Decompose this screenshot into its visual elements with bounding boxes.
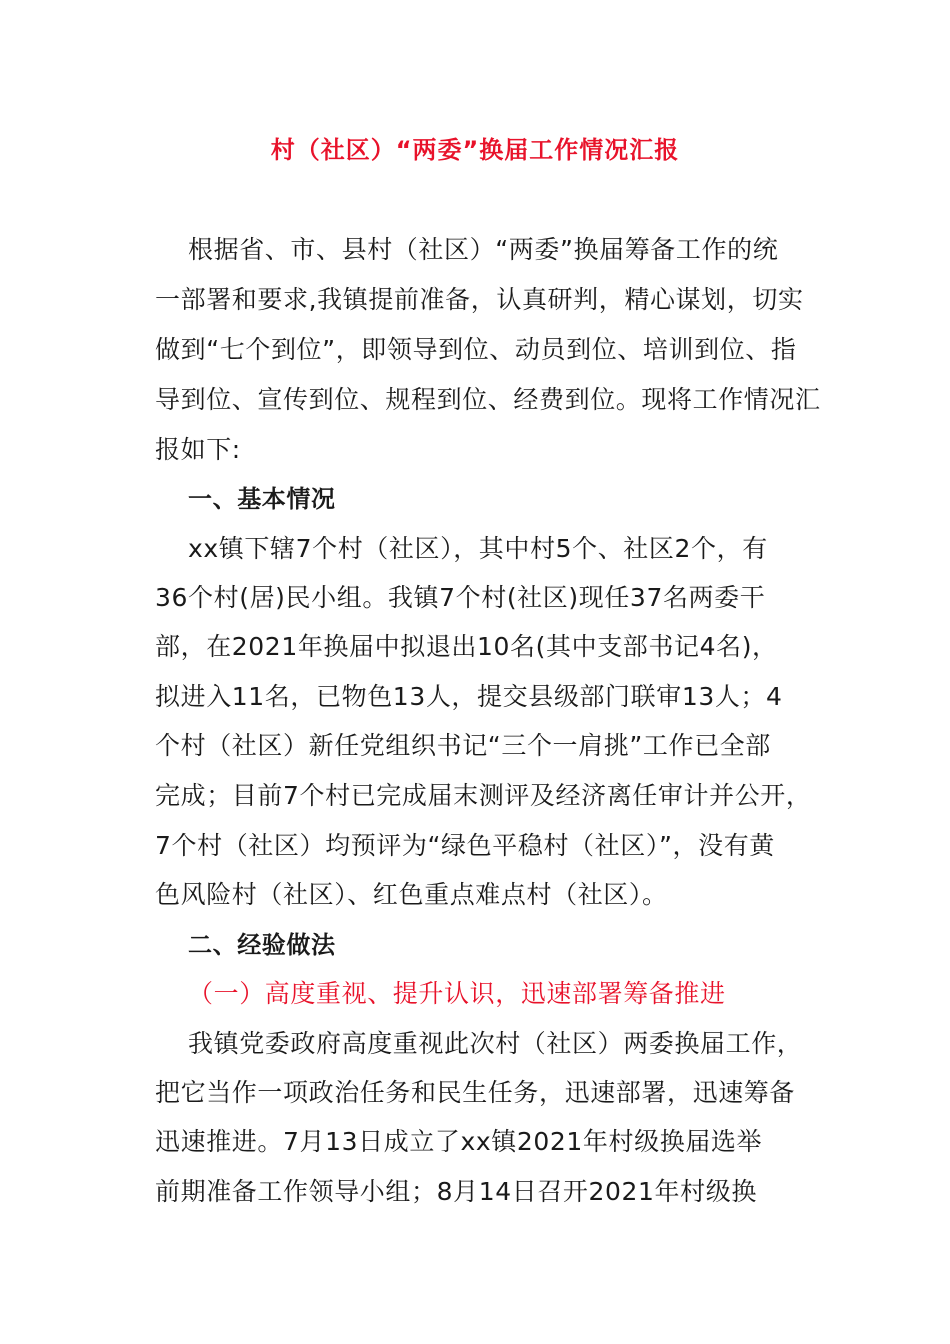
intro-line-1: 根据省、市、县村（社区）“两委”换届筹备工作的统 — [188, 235, 779, 264]
section-2-subheading: （一）高度重视、提升认识，迅速部署筹备推进 — [188, 979, 726, 1008]
intro-line-5: 报如下: — [155, 435, 241, 464]
section-2-line-4: 前期准备工作领导小组；8月14日召开2021年村级换 — [155, 1177, 757, 1206]
document-title: 村（社区）“两委”换届工作情况汇报 — [270, 136, 680, 164]
section-1-line-7: 7个村（社区）均预评为“绿色平稳村（社区）”，没有黄 — [155, 831, 775, 860]
section-1-line-8: 色风险村（社区）、红色重点难点村（社区）。 — [155, 880, 668, 909]
intro-line-4: 导到位、宣传到位、规程到位、经费到位。现将工作情况汇 — [155, 385, 821, 414]
section-2-heading: 二、经验做法 — [188, 931, 336, 959]
intro-line-2: 一部署和要求,我镇提前准备，认真研判，精心谋划，切实 — [155, 285, 804, 314]
section-2-line-2: 把它当作一项政治任务和民生任务，迅速部署，迅速筹备 — [155, 1078, 796, 1107]
section-1-heading: 一、基本情况 — [188, 485, 336, 513]
section-1-line-4: 拟进入11名，已物色13人，提交县级部门联审13人；4 — [155, 682, 783, 711]
section-1-line-5: 个村（社区）新任党组织书记“三个一肩挑”工作已全部 — [155, 731, 771, 760]
section-1-line-1: xx镇下辖7个村（社区），其中村5个、社区2个，有 — [188, 534, 768, 563]
section-1-line-3: 部，在2021年换届中拟退出10名(其中支部书记4名)， — [155, 632, 778, 661]
section-1-line-2: 36个村(居)民小组。我镇7个村(社区)现任37名两委干 — [155, 583, 766, 612]
section-2-line-1: 我镇党委政府高度重视此次村（社区）两委换届工作， — [188, 1029, 803, 1058]
section-1-line-6: 完成；目前7个村已完成届末测评及经济离任审计并公开， — [155, 781, 812, 810]
intro-line-3: 做到“七个到位”，即领导到位、动员到位、培训到位、指 — [155, 335, 797, 364]
section-2-line-3: 迅速推进。7月13日成立了xx镇2021年村级换届选举 — [155, 1127, 763, 1156]
